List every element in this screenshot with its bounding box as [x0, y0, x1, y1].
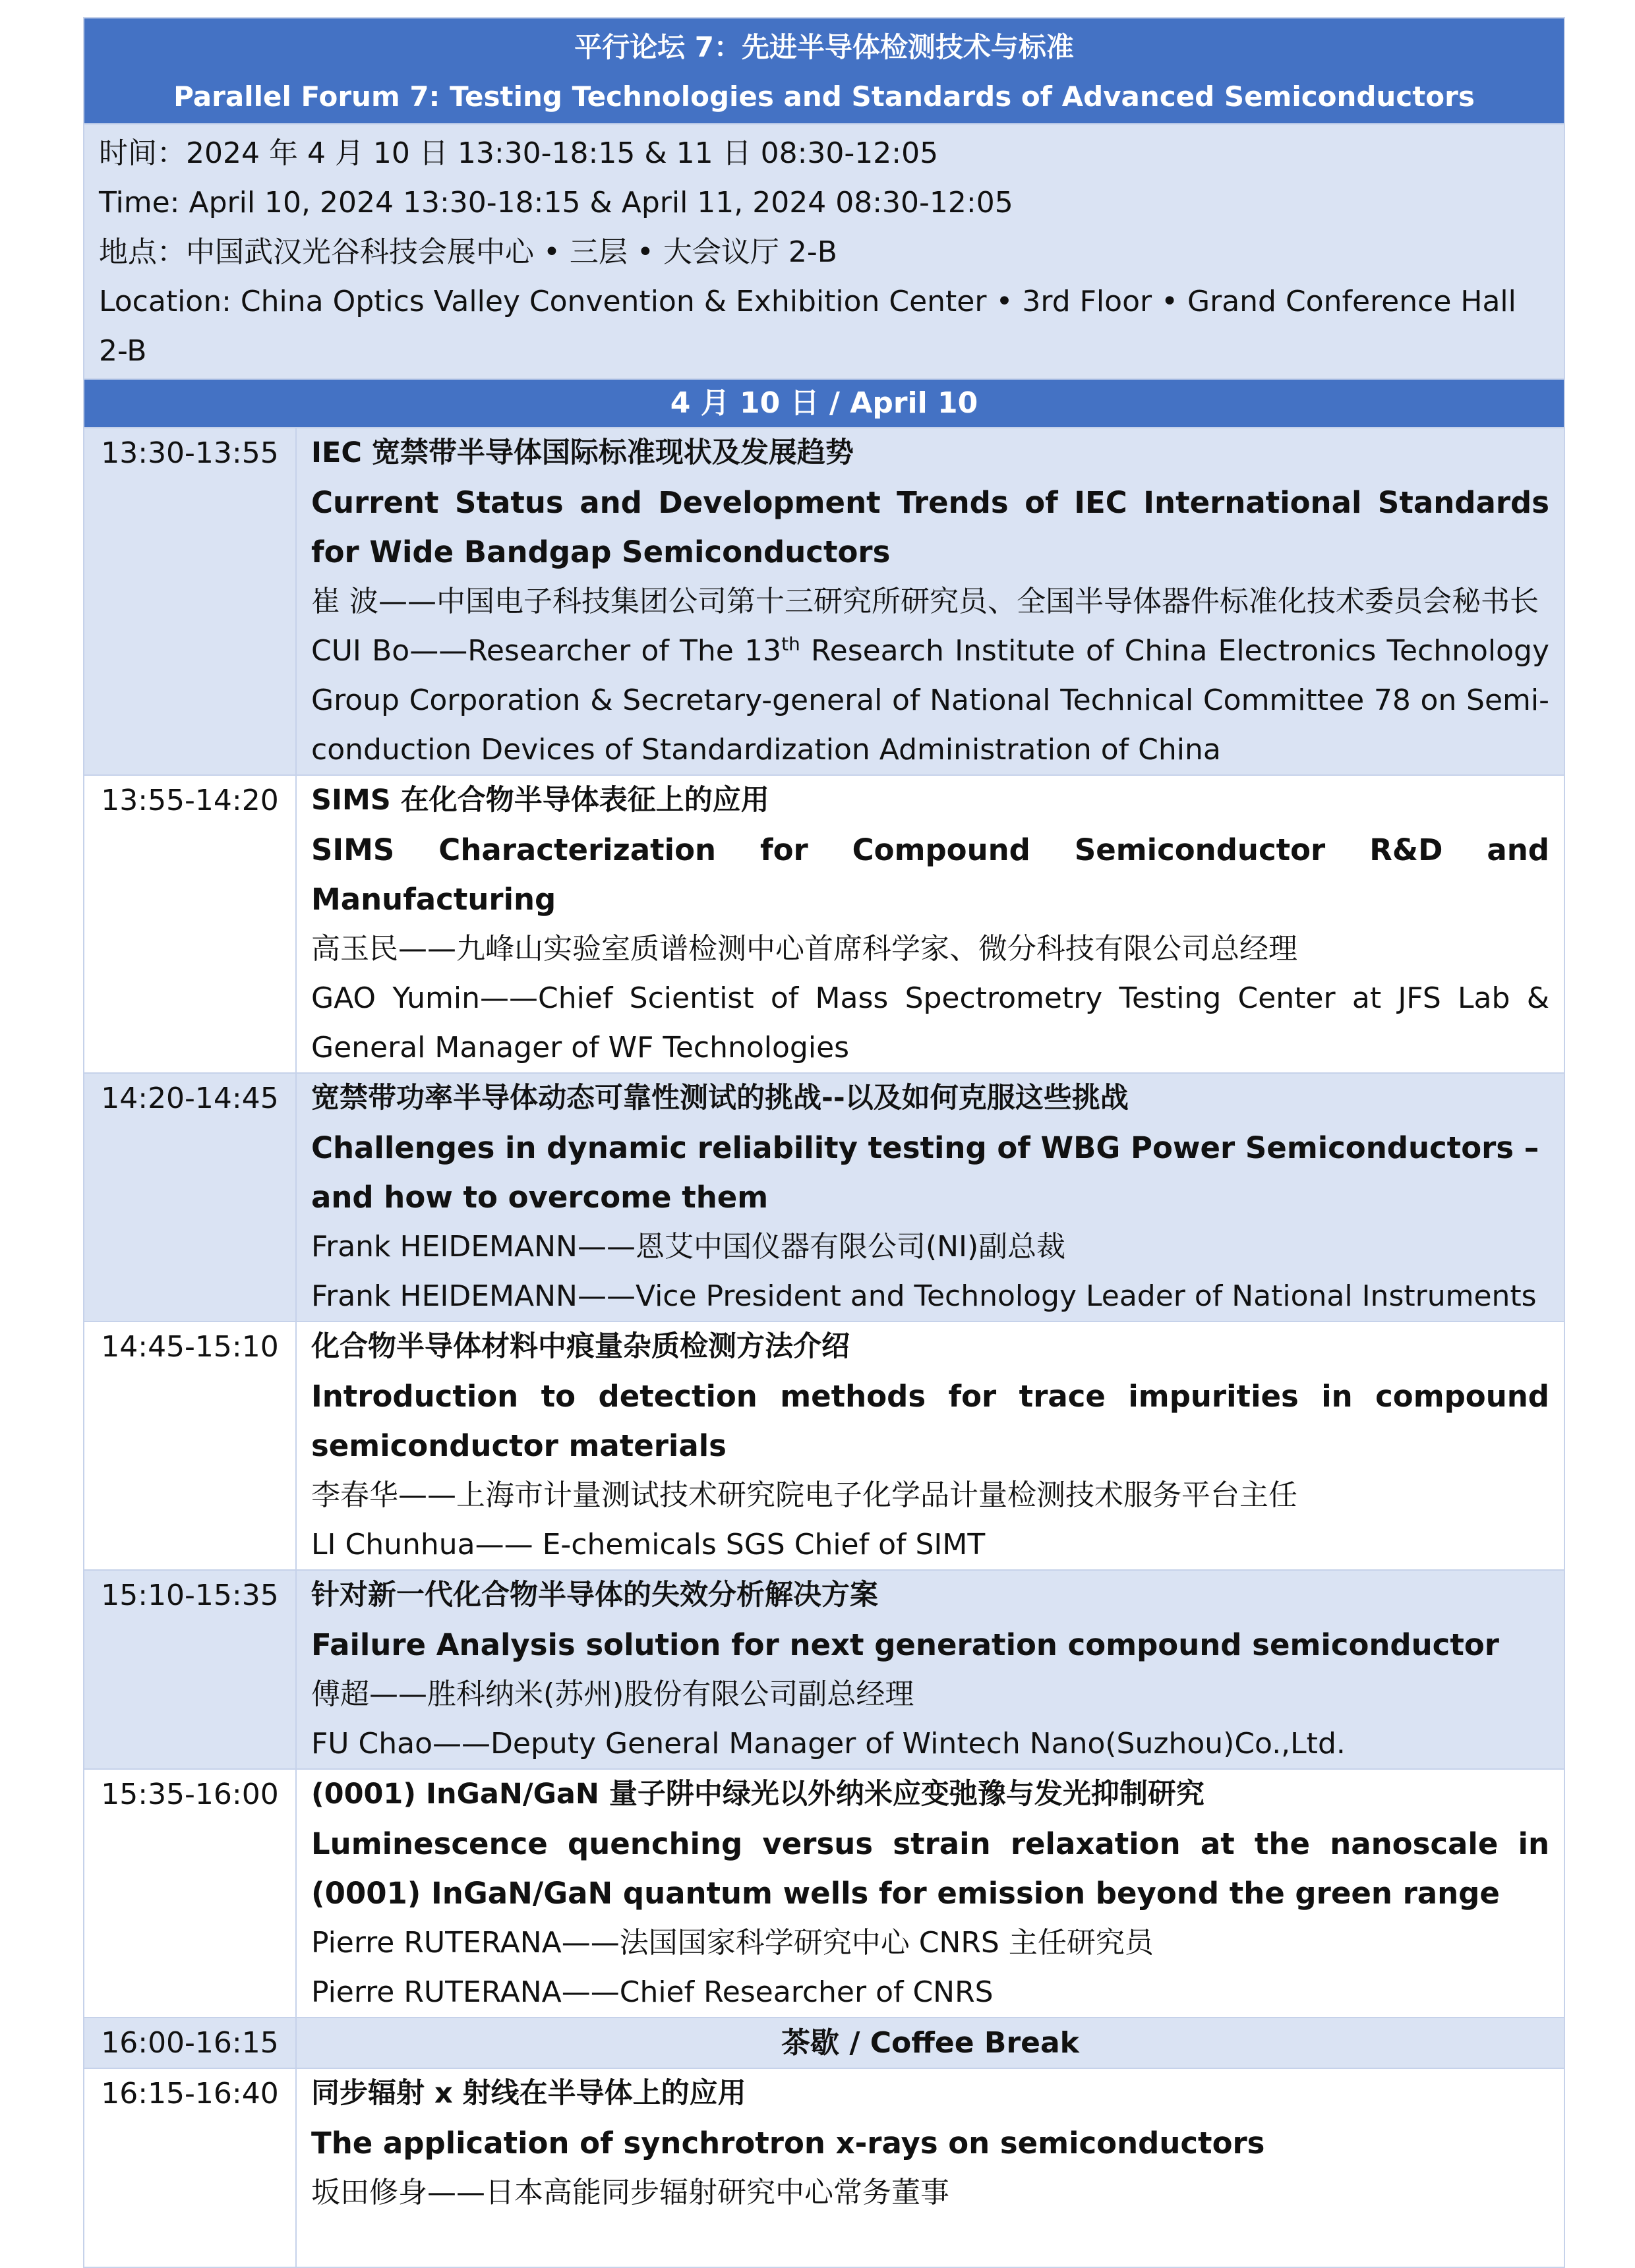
speaker-en: CUI Bo——Researcher of The 13th Research Institute of China Electronics Technology Group Corporation & Secretary-general of National Technical Committee 78 on Semi-conduction Devices of Standardization Administration of China — [311, 633, 1550, 767]
forum-schedule — [83, 17, 1564, 2268]
speaker-zh: 李春华——上海市计量测试技术研究院电子化学品计量检测技术服务平台主任 — [311, 1478, 1297, 1512]
session-details — [296, 775, 1564, 1073]
info-time-en: Time: April 10, 2024 13:30-18:15 & April 11, 2024 08:30-12:05 — [99, 186, 1013, 219]
speaker-en: Pierre RUTERANA——Chief Researcher of CNRS — [311, 1975, 994, 2009]
speaker-zh: 崔 波——中国电子科技集团公司第十三研究所研究员、全国半导体器件标准化技术委员会秘书长 — [311, 585, 1539, 618]
session-title-zh: 同步辐射 x 射线在半导体上的应用 — [311, 2077, 746, 2110]
speaker-zh: Pierre RUTERANA——法国国家科学研究中心 CNRS 主任研究员 — [311, 1926, 1154, 1960]
speaker-zh: 傅超——胜科纳米(苏州)股份有限公司副总经理 — [311, 1677, 914, 1711]
forum-header — [84, 18, 1564, 124]
session-details — [296, 1769, 1564, 2018]
break-row — [84, 2018, 1564, 2068]
session-title-zh: 针对新一代化合物半导体的失效分析解决方案 — [311, 1579, 878, 1612]
session-details — [296, 1570, 1564, 1769]
session-title-en: Challenges in dynamic reliability testing of WBG Power Semiconductors – and how to overcome them — [311, 1130, 1539, 1215]
session-time: 14:20-14:45 — [84, 1073, 296, 1322]
session-time: 16:00-16:15 — [84, 2018, 296, 2068]
speaker-zh: Frank HEIDEMANN——恩艾中国仪器有限公司(NI)副总裁 — [311, 1230, 1066, 1264]
session-title-zh: 宽禁带功率半导体动态可靠性测试的挑战--以及如何克服这些挑战 — [311, 1082, 1129, 1115]
session-details — [296, 1322, 1564, 1570]
coffee-break-label: 茶歇 / Coffee Break — [296, 2018, 1564, 2068]
session-row — [84, 2068, 1564, 2267]
session-title-zh: (0001) InGaN/GaN 量子阱中绿光以外纳米应变弛豫与发光抑制研究 — [311, 1778, 1204, 1811]
session-title-en: Introduction to detection methods for trace impurities in compound semiconductor materials — [311, 1379, 1550, 1463]
session-title-zh: IEC 宽禁带半导体国际标准现状及发展趋势 — [311, 436, 854, 469]
session-row — [84, 1073, 1564, 1322]
speaker-zh: 坂田修身——日本高能同步辐射研究中心常务董事 — [311, 2176, 949, 2209]
session-row — [84, 1570, 1564, 1769]
speaker-en: LI Chunhua—— E-chemicals SGS Chief of SIMT — [311, 1528, 986, 1561]
session-time: 13:55-14:20 — [84, 775, 296, 1073]
speaker-zh: 高玉民——九峰山实验室质谱检测中心首席科学家、微分科技有限公司总经理 — [311, 932, 1297, 966]
session-details — [296, 1073, 1564, 1322]
session-title-en: SIMS Characterization for Compound Semiconductor R&D and Manufacturing — [311, 832, 1550, 917]
session-details — [296, 2068, 1564, 2267]
session-time: 15:35-16:00 — [84, 1769, 296, 2018]
info-location-zh: 地点：中国武汉光谷科技会展中心 • 三层 • 大会议厅 2-B — [99, 235, 837, 269]
day-header: 4 月 10 日 / April 10 — [84, 379, 1564, 428]
speaker-en: FU Chao——Deputy General Manager of Wintech Nano(Suzhou)Co.,Ltd. — [311, 1727, 1346, 1760]
session-time: 13:30-13:55 — [84, 428, 296, 775]
forum-info — [84, 124, 1564, 379]
session-title-en: Luminescence quenching versus strain relaxation at the nanoscale in (0001) InGaN/GaN quantum wells for emission beyond the green range — [311, 1826, 1550, 1911]
session-row — [84, 1322, 1564, 1570]
session-title-en: Current Status and Development Trends of IEC International Standards for Wide Bandgap Semiconductors — [311, 485, 1550, 569]
session-time: 14:45-15:10 — [84, 1322, 296, 1570]
forum-title-zh: 平行论坛 7：先进半导体检测技术与标准 — [574, 31, 1074, 63]
session-title-en: The application of synchrotron x-rays on semiconductors — [311, 2126, 1265, 2161]
session-row — [84, 1769, 1564, 2018]
session-details — [296, 428, 1564, 775]
forum-title-en: Parallel Forum 7: Testing Technologies and Standards of Advanced Semiconductors — [173, 80, 1475, 113]
info-time-zh: 时间：2024 年 4 月 10 日 13:30-18:15 & 11 日 08:30-12:05 — [99, 136, 939, 170]
session-row — [84, 428, 1564, 775]
speaker-en: Frank HEIDEMANN——Vice President and Technology Leader of National Instruments — [311, 1279, 1537, 1313]
info-location-en: Location: China Optics Valley Convention & Exhibition Center • 3rd Floor • Grand Conference Hall 2-B — [99, 285, 1516, 368]
session-title-zh: 化合物半导体材料中痕量杂质检测方法介绍 — [311, 1330, 850, 1363]
speaker-en: GAO Yumin——Chief Scientist of Mass Spectrometry Testing Center at JFS Lab & General Manager of WF Technologies — [311, 981, 1550, 1064]
session-title-en: Failure Analysis solution for next generation compound semiconductor — [311, 1627, 1499, 1662]
session-time: 16:15-16:40 — [84, 2068, 296, 2267]
session-row — [84, 775, 1564, 1073]
session-time: 15:10-15:35 — [84, 1570, 296, 1769]
schedule-table — [83, 17, 1565, 2268]
session-title-zh: SIMS 在化合物半导体表征上的应用 — [311, 784, 769, 817]
